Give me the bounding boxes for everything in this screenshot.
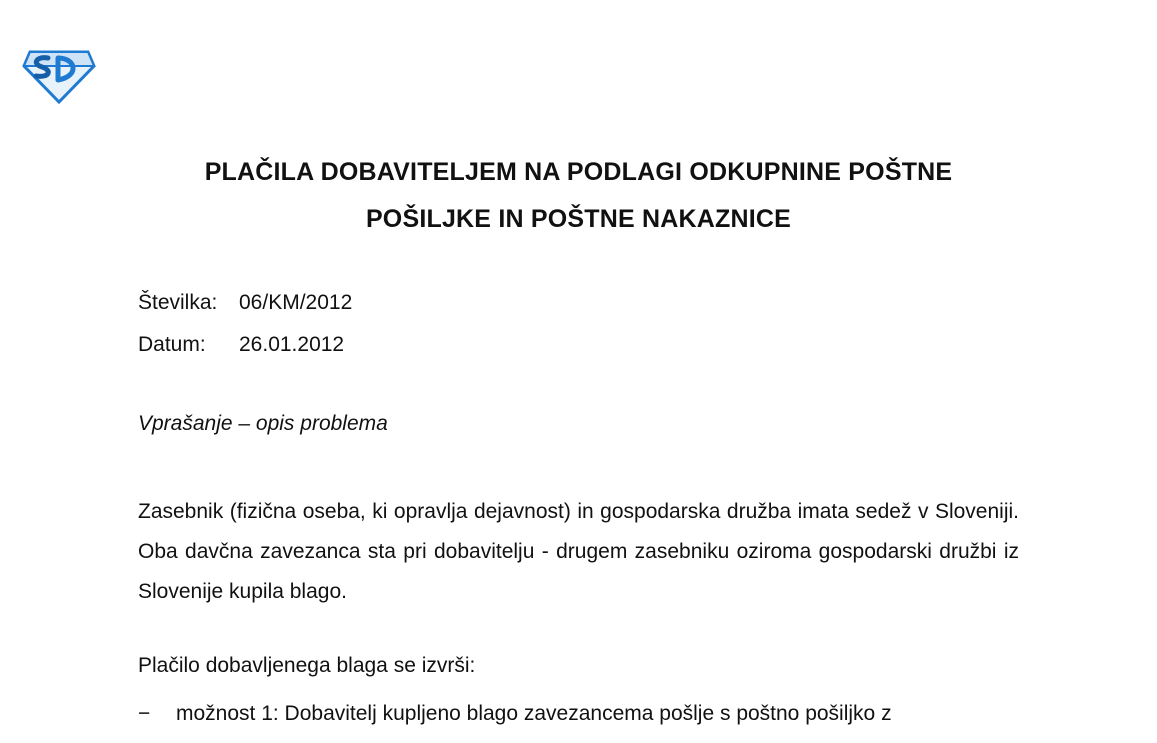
bullet-text: možnost 1: Dobavitelj kupljeno blago zavezancema pošlje s poštno pošiljko z [176, 702, 892, 725]
number-value: 06/KM/2012 [239, 291, 353, 314]
document-title-line2: POŠILJKE IN POŠTNE NAKAZNICE [365, 205, 792, 233]
bullet-marker: − [138, 702, 151, 725]
date-label: Datum: [138, 333, 206, 356]
company-logo-icon [22, 48, 96, 104]
document-date-row [138, 333, 344, 357]
number-label: Številka: [138, 291, 218, 314]
section-heading: Vprašanje – opis problema [138, 412, 388, 435]
document-title-line1: PLAČILA DOBAVITELJEM NA PODLAGI ODKUPNINE POŠTNE [204, 158, 953, 186]
paragraph-2: Plačilo dobavljenega blaga se izvrši: [138, 654, 476, 677]
list-item [138, 694, 1019, 734]
paragraph-1: Zasebnik (fizična oseba, ki opravlja dejavnost) in gospodarska družba imata sedež v Sloveniji. Oba davčna zavezanca sta pri dobavitelju - drugem zasebniku oziroma gospodarski družbi iz Slovenije kupila blago. [138, 500, 1019, 603]
date-value: 26.01.2012 [239, 333, 345, 356]
document-number-row [138, 291, 352, 315]
